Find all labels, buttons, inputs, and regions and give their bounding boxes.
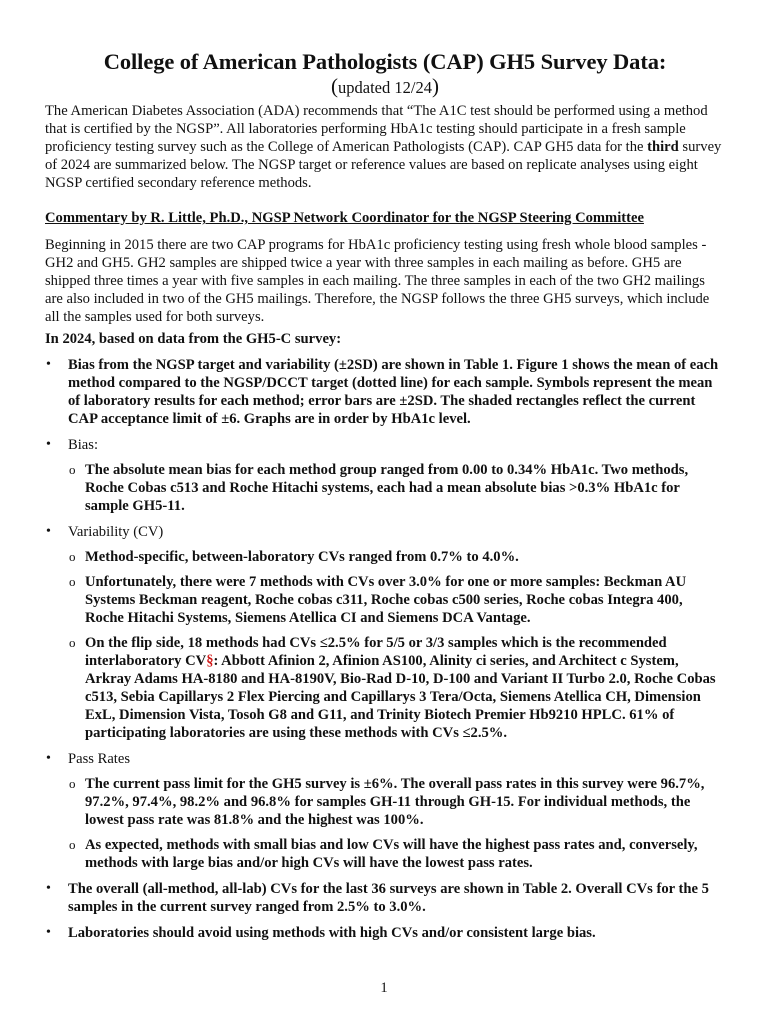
bias-sublist <box>68 461 725 515</box>
bullet-mark: • <box>46 881 51 896</box>
sub-item-cv-range <box>45 548 725 566</box>
sub-item-text: Unfortunately, there were 7 methods with CVs over 3.0% for one or more samples: Beckman AU Systems Beckman reagent, Roche cobas c311, Roche cobas c500 series, Roche cobas Integra 400, Roche Hitachi Systems, Siemens Atellica CI and Siemens DCA Vantage. <box>85 574 687 626</box>
sub-bullet-mark: o <box>69 837 76 852</box>
sub-bullet-mark: o <box>69 574 76 589</box>
list-item-avoid-methods <box>45 924 725 942</box>
intro-paragraph <box>45 102 725 192</box>
sub-item-text: As expected, methods with small bias and low CVs will have the highest pass rates and, conversely, methods with large bias and/or high CVs will have the lowest pass rates. <box>85 837 698 871</box>
document-page <box>45 48 725 942</box>
list-item-label: Pass Rates <box>68 751 131 767</box>
sub-bullet-mark: o <box>69 776 76 791</box>
pass-rates-sublist <box>68 775 725 872</box>
list-item-overall-cvs <box>45 880 725 916</box>
bullet-mark: • <box>46 437 51 452</box>
intro-bold-third: third <box>647 139 679 155</box>
page-subtitle <box>45 76 725 98</box>
commentary-heading: Commentary by R. Little, Ph.D., NGSP Network Coordinator for the NGSP Steering Committee <box>45 210 644 226</box>
bullet-mark: • <box>46 925 51 940</box>
sub-bullet-mark: o <box>69 549 76 564</box>
bullet-mark: • <box>46 357 51 372</box>
sub-item-high-cv-methods <box>45 573 725 627</box>
page-title: College of American Pathologists (CAP) GH5 Survey Data: <box>103 49 667 74</box>
sub-item-low-cv-methods <box>45 634 725 742</box>
sub-item-text: Method-specific, between-laboratory CVs ranged from 0.7% to 4.0%. <box>85 549 519 565</box>
subtitle-text: updated 12/24 <box>338 78 432 97</box>
intro-text-b: survey of 2024 are summarized below. The NGSP target or reference values are based on replicate analyses using eight NGSP certified secondary reference methods. <box>45 139 722 191</box>
sub-item-text: The absolute mean bias for each method group ranged from 0.00 to 0.34% HbA1c. Two methods, Roche Cobas c513 and Roche Hitachi systems, each had a mean absolute bias >0.3% HbA1c for sample GH5-11. <box>85 462 689 514</box>
list-item-text: Laboratories should avoid using methods with high CVs and/or consistent large bias. <box>68 925 596 941</box>
sub-item-pass-expectation <box>45 836 725 872</box>
list-item-bias <box>45 436 725 515</box>
list-item-label: Variability (CV) <box>68 524 164 540</box>
list-item-pass-rates <box>45 750 725 872</box>
variability-sublist <box>68 548 725 742</box>
list-item-text: Bias from the NGSP target and variability (±2SD) are shown in Table 1. Figure 1 shows the mean of each method compared to the NGSP/DCCT target (dotted line) for each sample. Symbols represent the mean of laboratory results for each method; error bars are ±2SD. The shaded rectangles reflect the current CAP acceptance limit of ±6. Graphs are in order by HbA1c level. <box>68 357 719 427</box>
list-item-bias-variability <box>45 356 725 428</box>
intro-text-a: The American Diabetes Association (ADA) recommends that “The A1C test should be performed using a method that is certified by the NGSP”. All laboratories performing HbA1c testing should participate in a fresh sample proficiency testing survey such as the College of American Pathologists (CAP). CAP GH5 data for the <box>45 103 708 155</box>
sub-item-text-b: : Abbott Afinion 2, Afinion AS100, Alinity ci series, and Architect c System, Arkray Adams HA-8180 and HA-8190V, Bio-Rad D-10, D-100 and Variant II Turbo 2.0, Roche Cobas c513, Sebia Capillarys 2 Flex Piercing and Capillarys 3 Tera/Octa, Siemens Atellica CH, Dimension ExL, Dimension Vista, Tosoh G8 and G11, and Trinity Biotech Premier Hb9210 HPLC. 61% of participating laboratories are using these methods with CVs ≤2.5%. <box>85 653 716 741</box>
sub-item-text: The current pass limit for the GH5 survey is ±6%. The overall pass rates in this survey were 96.7%, 97.2%, 97.4%, 98.2% and 96.8% for samples GH-11 through GH-15. For individual methods, the lowest pass rate was 81.8% and the highest was 100%. <box>85 776 705 828</box>
survey-lead: In 2024, based on data from the GH5-C survey: <box>45 331 342 347</box>
bullet-mark: • <box>46 524 51 539</box>
list-item-variability <box>45 523 725 742</box>
list-item-text: The overall (all-method, all-lab) CVs for the last 36 surveys are shown in Table 2. Overall CVs for the 5 samples in the current survey ranged from 2.5% to 3.0%. <box>68 881 709 915</box>
page-number: 1 <box>380 980 388 996</box>
bullet-mark: • <box>46 751 51 766</box>
sub-bullet-mark: o <box>69 462 76 477</box>
sub-item-pass-limit <box>45 775 725 829</box>
findings-list <box>45 356 725 942</box>
sub-item-bias-range <box>45 461 725 515</box>
subtitle-open-paren: ( <box>331 74 339 98</box>
programs-paragraph: Beginning in 2015 there are two CAP programs for HbA1c proficiency testing using fresh whole blood samples - GH2 and GH5. GH2 samples are shipped twice a year with three samples in each mailing as before. GH5 are shipped three times a year with five samples in each mailing. The three samples in each of the two GH2 mailings are also included in two of the GH5 mailings. Therefore, the NGSP follows the three GH5 surveys, which include all the samples used for both surveys. <box>45 237 710 325</box>
subtitle-close-paren: ) <box>431 74 439 98</box>
section-mark-reference: § <box>206 653 214 669</box>
sub-bullet-mark: o <box>69 635 76 650</box>
list-item-label: Bias: <box>68 437 98 453</box>
sub-item-text-a: On the flip side, 18 methods had CVs ≤2.5% for 5/5 or 3/3 samples which is the recommended interlaboratory CV <box>85 635 667 669</box>
